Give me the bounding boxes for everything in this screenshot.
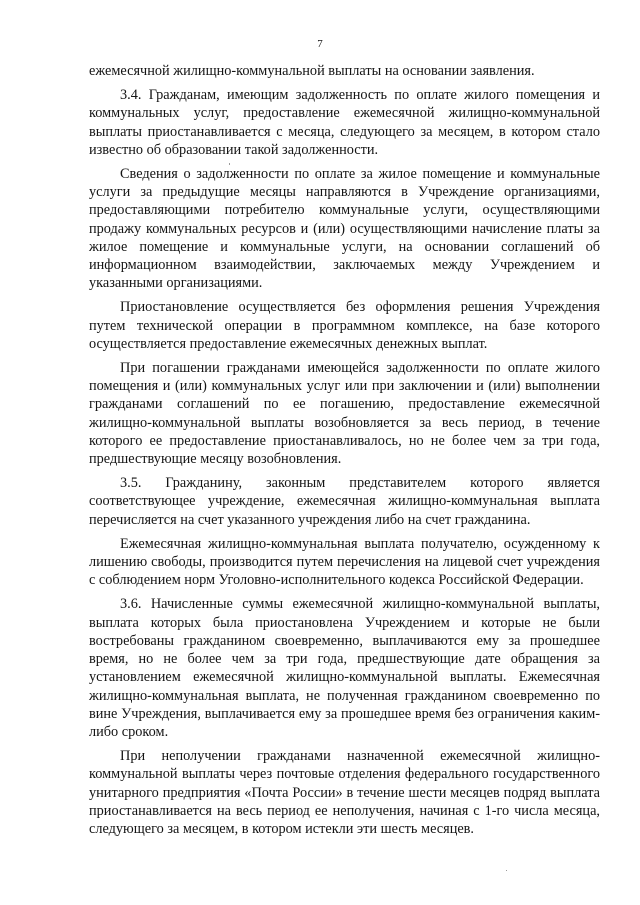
paragraph-non-receipt: При неполучении гражданами назначенной ежемесячной жилищно-коммунальной выплаты через почтовые отделения федерального государственного унитарного предприятия «Почта России» в течение шести месяцев подряд выплата приостанавливается на весь период ее неполучения, начиная с 1-го числа месяца, следующего за месяцем, в котором истекли эти шесть месяцев. [89, 748, 600, 837]
paragraph-resumption: При погашении гражданами имеющейся задолженности по оплате жилого помещения и (или) коммунальных услуг или при заключении и (или) выполнении гражданами соглашений по ее погашению, предоставление ежемесячной жилищно-коммунальной выплаты возобновляется за весь период, в течение которого ее предоставление приостанавливалось, но не более чем за три года, предшествующие месяцу возобновления. [89, 360, 600, 468]
document-body [89, 62, 600, 844]
scan-speck [506, 870, 507, 871]
paragraph-suspension: Приостановление осуществляется без оформления решения Учреждения путем технической операции в программном комплексе, на базе которого осуществляется предоставление ежемесячных денежных выплат. [89, 299, 600, 352]
paragraph-debt-information: Сведения о задолженности по оплате за жилое помещение и коммунальные услуги за предыдущие месяцы направляются в Учреждение организациями, предоставляющими потребителю коммунальные услуги, осуществляющими продажу коммунальных ресурсов и (или) осуществляющими начисление платы за жилое помещение и коммунальные услуги, на основании соглашений об информационном взаимодействии, заключаемых между Учреждением и указанными организациями. [89, 166, 600, 292]
paragraph-continuation: ежемесячной жилищно-коммунальной выплаты на основании заявления. [89, 63, 535, 79]
paragraph-convicted-recipient: Ежемесячная жилищно-коммунальная выплата получателю, осужденному к лишению свободы, производится путем перечисления на лицевой счет учреждения с соблюдением норм Уголовно-исполнительного кодекса Российской Федерации. [89, 535, 600, 589]
page-number: 7 [317, 38, 323, 50]
scan-speck [229, 163, 230, 165]
paragraph-3-6: 3.6. Начисленные суммы ежемесячной жилищно-коммунальной выплаты, выплата которых была приостановлена Учреждением и которые не были востребованы гражданином своевременно, выплачиваются ему за прошедшее время, но не более чем за три года, предшествующие дате обращения за установлением ежемесячной жилищно-коммунальной выплаты. Ежемесячная жилищно-коммунальная выплата, не полученная гражданином своевременно по вине Учреждения, выплачивается ему за прошедшее время без ограничения каким-либо сроком. [89, 596, 600, 740]
paragraph-3-5: 3.5. Гражданину, законным представителем которого является соответствующее учреждение, ежемесячная жилищно-коммунальная выплата перечисляется на счет указанного учреждения либо на счет гражданина. [89, 475, 600, 528]
paragraph-3-4: 3.4. Гражданам, имеющим задолженность по оплате жилого помещения и коммунальных услуг, предоставление ежемесячной жилищно-коммунальной выплаты приостанавливается с месяца, следующего за месяцем, в котором стало известно об образовании такой задолженности. [89, 87, 600, 158]
